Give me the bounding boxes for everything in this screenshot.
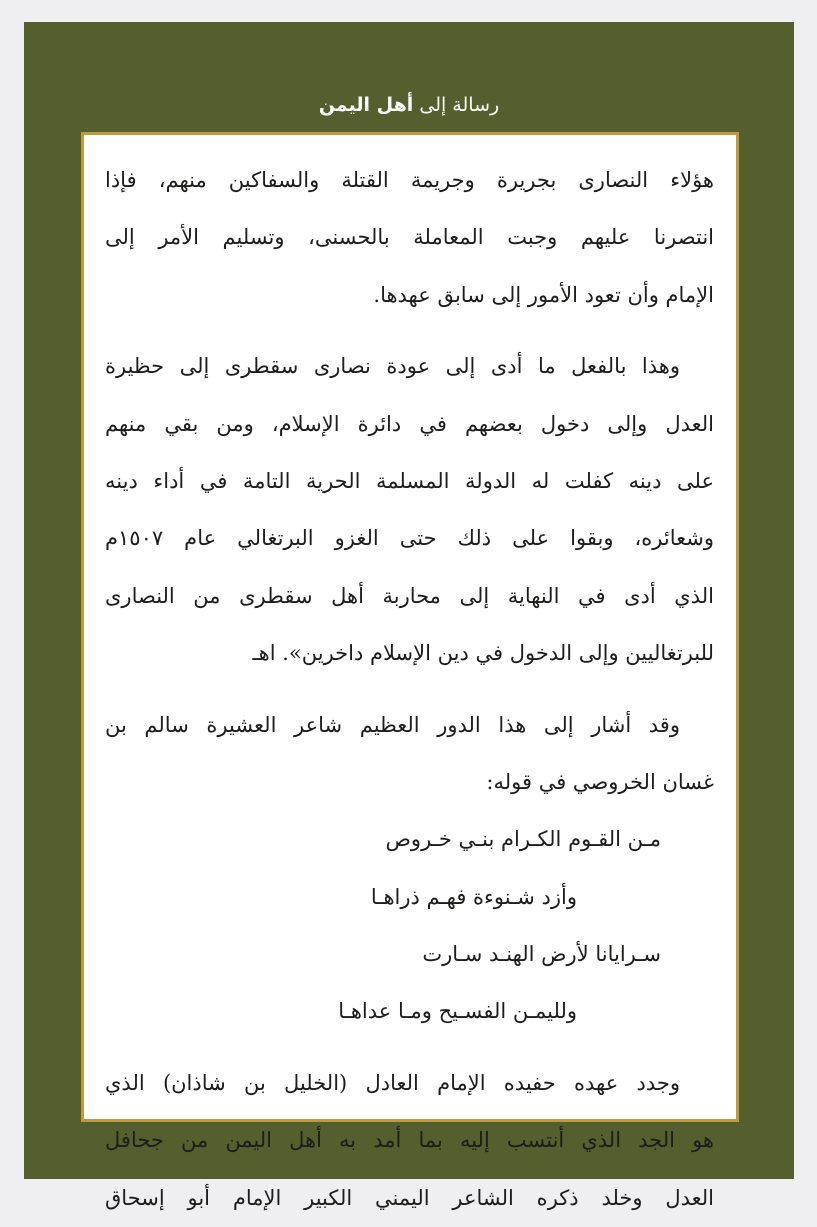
text-line: هؤلاء النصارى بجريرة وجريمة القتلة والسفاكين منهم، فإذا [105,168,714,192]
paragraph [105,152,714,324]
poem-verse [105,811,714,868]
paragraph [105,697,714,812]
header-title-bold: أهل اليمن [318,94,414,116]
text-line: العدل وإلى دخول بعضهم في دائرة الإسلام، ومن بقي منهم [105,411,714,436]
poem-verse [105,869,714,926]
verse-text: ولليمـن الفسـيح ومـا عداهـا [338,999,577,1024]
text-line: الذي أدى في النهاية إلى محاربة أهل سقطرى من النصارى [105,583,714,608]
text-line: العدل وخلد ذكره الشاعر اليمني الكبير الإمام أبو إسحاق [105,1185,714,1210]
header-title-light: رسالة إلى [419,94,500,116]
text-line: للبرتغاليين وإلى الدخول في دين الإسلام داخرين». اهـ [252,641,714,666]
text-line: وجدد عهده حفيده الإمام العادل (الخليل بن شاذان) الذي [105,1070,680,1095]
book-page [24,22,794,1210]
text-line: على دينه كفلت له الدولة المسلمة الحرية التامة في أداء دينه [105,468,714,493]
text-line: هو الجد الذي أنتسب إليه بما أمد به أهل اليمن من جحافل [105,1128,714,1153]
text-line: الإمام وأن تعود الأمور إلى سابق عهدها. [373,282,714,307]
body-text [105,152,714,1227]
text-line: وهذا بالفعل ما أدى إلى عودة نصارى سقطرى إلى حظيرة [105,354,680,379]
poem-verse [105,983,714,1040]
paragraph [105,1055,714,1227]
text-line: وقد أشار إلى هذا الدور العظيم شاعر العشيرة سالم بن [105,712,680,737]
text-panel [81,132,739,1210]
verse-text: وأزد شـنوءة فهـم ذراهـا [370,884,577,909]
verse-text: مـن القـوم الكـرام بنـي خـروص [385,827,661,852]
text-line: غسان الخروصي في قوله: [486,769,714,794]
text-line: انتصرنا عليهم وجبت المعاملة بالحسنى، وتسليم الأمر إلى [105,225,714,250]
poem-verse [105,926,714,983]
verse-text: سـرايانا لأرض الهنـد سـارت [422,942,661,967]
running-header [24,88,794,122]
paragraph [105,338,714,682]
text-line: وشعائره، وبقوا على ذلك حتى الغزو البرتغالي عام ١٥٠٧م [105,526,714,551]
poem [105,811,714,1041]
